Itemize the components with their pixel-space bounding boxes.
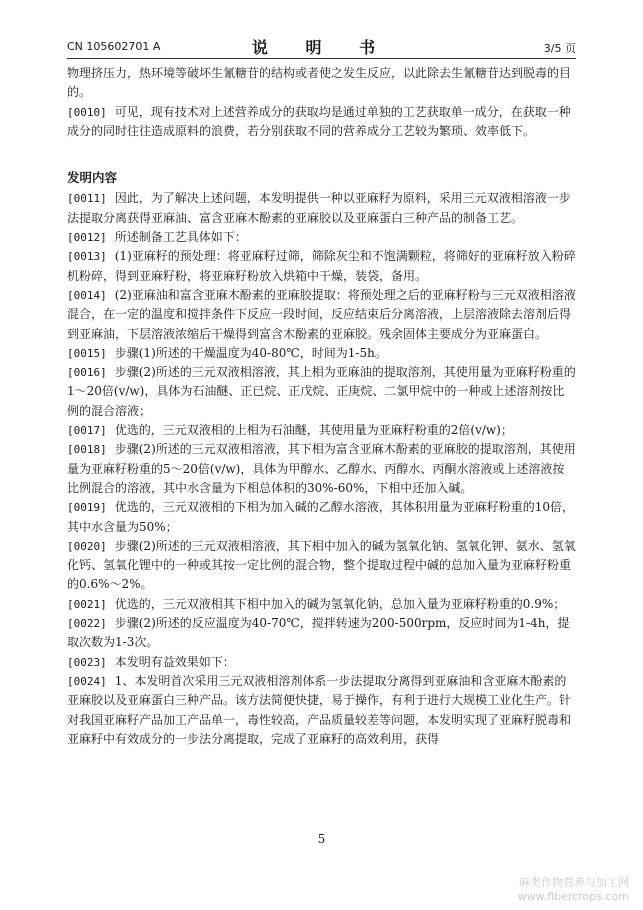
paragraph-text: 步骤(1)所述的干燥温度为40-80℃，时间为1-5h。 — [114, 345, 387, 360]
paragraph-text: 1、本发明首次采用三元双液相溶剂体系一步法提取分离得到亚麻油和含亚麻木酚素的亚麻胶以及亚麻蛋白三种产品。该方法简便快捷，易于操作，有利于进行大规模工业化生产。针对我国亚麻籽产品加工产品单一，毒性较高，产品质量较差等问题，本发明实现了亚麻籽脱毒和亚麻籽中有效成分的一步法分离提取，完成了亚麻籽的高效利用，获得 — [67, 673, 572, 746]
paragraph-text: (2)亚麻油和富含亚麻木酚素的亚麻胶提取：将预处理之后的亚麻籽粉与三元双液相溶液混合，在一定的温度和搅拌条件下反应一段时间，反应结束后分离溶液，上层溶液除去溶剂后得到亚麻油，下层溶液浓缩后干燥得到富含木酚素的亚麻胶。残余固体主要成分为亚麻蛋白。 — [67, 287, 576, 341]
paragraph — [67, 344, 576, 363]
watermark-line: 麻类作物营养与加工网 — [519, 876, 629, 889]
section-heading: 发明内容 — [67, 170, 118, 186]
page-header — [67, 32, 576, 59]
paragraph-text: 因此，为了解决上述问题，本发明提供一种以亚麻籽为原料，采用三元双液相溶液一步法提取分离获得亚麻油、富含亚麻木酚素的亚麻胶以及亚麻蛋白三种产品的制备工艺。 — [67, 191, 571, 225]
paragraph — [67, 363, 576, 421]
paragraph-text: 可见，现有技术对上述营养成分的获取均是通过单独的工艺获取单一成分，在获取一种成分的同时往往造成原料的浪费，若分别获取不同的营养成分工艺较为繁琐、效率低下。 — [67, 104, 571, 138]
watermark — [518, 876, 629, 904]
paragraph-number: [0021] — [67, 597, 107, 611]
paragraph — [67, 64, 576, 103]
paragraph-text: 优选的，三元双液相的上相为石油醚，其使用量为亚麻籽粉重的2倍(v/w)； — [114, 423, 513, 438]
paragraph — [67, 614, 576, 653]
document-body — [67, 64, 576, 749]
paragraph-number: [0016] — [67, 366, 107, 380]
page-number: 5 — [317, 832, 326, 846]
paragraph-text: 所述制备工艺具体如下： — [114, 230, 247, 245]
publication-number: CN 105602701 A — [67, 40, 161, 53]
paragraph-number: [0014] — [67, 288, 107, 302]
paragraph — [67, 189, 576, 228]
paragraph-text: 步骤(2)所述的反应温度为40-70℃，搅拌转速为200-500rpm，反应时间为1-4h，提取次数为1-3次。 — [67, 616, 570, 650]
paragraph — [67, 440, 576, 498]
page-indicator: 3/5 页 — [543, 42, 576, 55]
paragraph-number: [0011] — [67, 192, 107, 206]
paragraph-number: [0015] — [67, 346, 107, 360]
paragraph-text: 本发明有益效果如下： — [114, 654, 235, 669]
paragraph-text: 步骤(2)所述的三元双液相溶液，其下相中加入的碱为氢氧化钠、氢氧化钾、氨水、氢氧化钙、氢氧化锂中的一种或其按一定比例的混合物，整个提取过程中碱的总加入量为亚麻籽粉重的0.6%～2%。 — [67, 538, 576, 592]
paragraph — [67, 421, 576, 440]
paragraph-number: [0019] — [67, 501, 107, 515]
paragraph-text: 步骤(2)所述的三元双液相溶液，其下相为富含亚麻木酚素的亚麻胶的提取溶剂，其使用量为亚麻籽粉重的5～20倍(v/w)，具体为甲醇水、乙醇水、丙醇水、丙酮水溶液或上述溶液按比例混合的溶液，其中水含量为下相总体积的30%-60%，下相中还加入碱。 — [67, 442, 576, 495]
paragraph-number: [0012] — [67, 231, 107, 245]
paragraph-number: [0020] — [67, 539, 107, 553]
paragraph-number: [0022] — [67, 617, 107, 631]
paragraph-text: (1)亚麻籽的预处理：将亚麻籽过筛，筛除灰尘和不饱满颗粒，将筛好的亚麻籽放入粉碎机粉碎，得到亚麻籽粉，将亚麻籽粉放入烘箱中干燥，装袋，备用。 — [67, 249, 576, 283]
paragraph — [67, 595, 576, 614]
paragraph-number: [0017] — [67, 424, 107, 438]
paragraph-text: 优选的，三元双液相其下相中加入的碱为氢氧化钠，总加入量为亚麻籽粉重的0.9%； — [114, 596, 566, 611]
paragraph-number: [0013] — [67, 250, 107, 264]
paragraph-text: 步骤(2)所述的三元双液相溶液，其上相为亚麻油的提取溶剂，其使用量为亚麻籽粉重的1～20倍(v/w)，具体为石油醚、正已烷、正戊烷、正庚烷、二氯甲烷中的一种或上述溶剂按比例的混合溶液； — [67, 365, 576, 418]
watermark-line: www.fibercrops.com — [517, 890, 629, 903]
document-title: 说 明 书 — [251, 38, 392, 57]
paragraph — [67, 653, 576, 672]
paragraph — [67, 247, 576, 286]
paragraph-text: 物理挤压力，热环境等破坏生氰糖苷的结构或者使之发生反应，以此除去生氰糖苷达到脱毒的目的。 — [67, 66, 572, 100]
paragraph — [67, 672, 576, 749]
paragraph-number: [0024] — [67, 674, 107, 688]
paragraph — [67, 286, 576, 344]
paragraph-number: [0023] — [67, 655, 107, 669]
paragraph — [67, 498, 576, 537]
paragraph-number: [0018] — [67, 443, 107, 457]
paragraph-number: [0010] — [67, 105, 107, 119]
paragraph-text: 优选的，三元双液相的下相为加入碱的乙醇水溶液，其体积用量为亚麻籽粉重的10倍，其中水含量为50%； — [67, 500, 575, 534]
paragraph — [67, 537, 576, 595]
paragraph — [67, 228, 576, 247]
paragraph — [67, 103, 576, 142]
